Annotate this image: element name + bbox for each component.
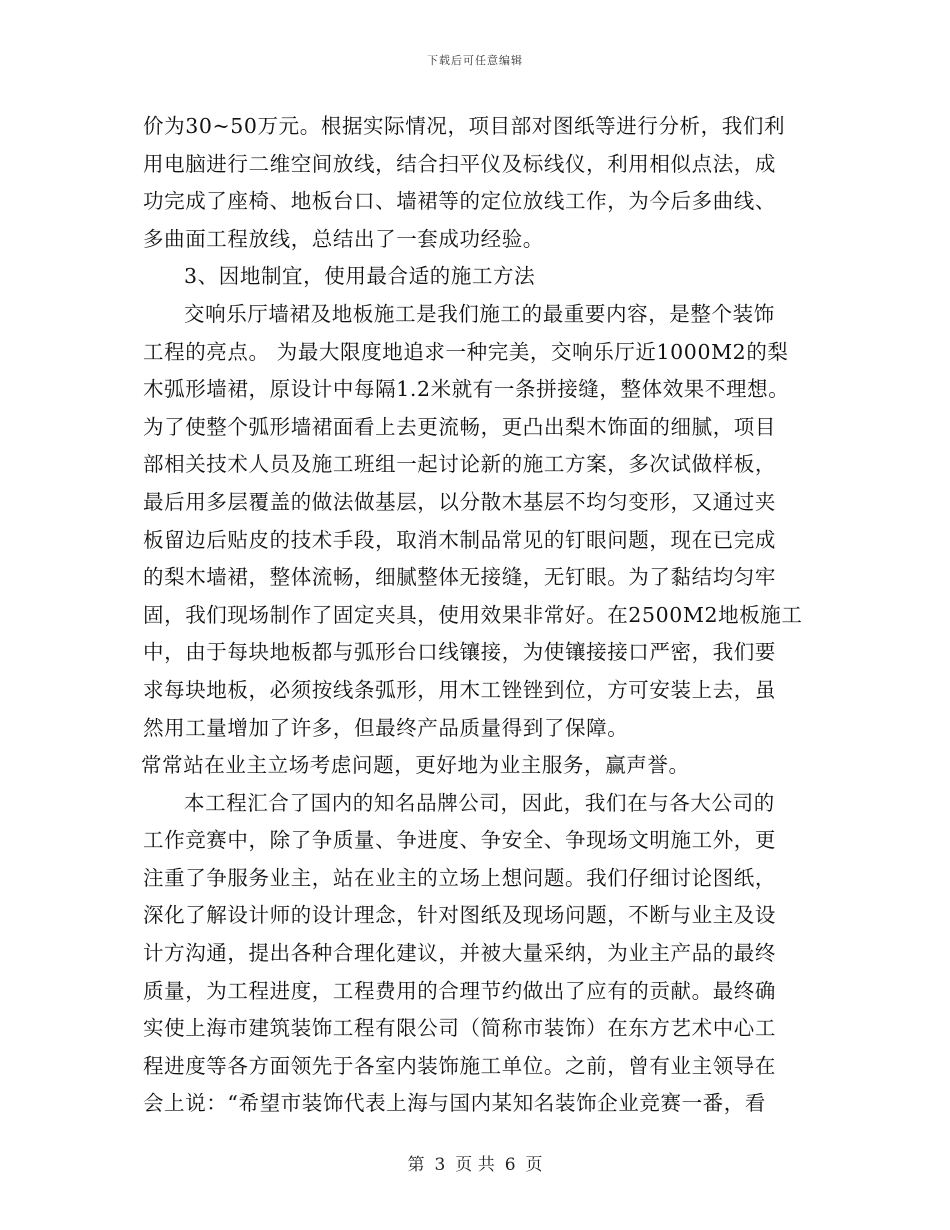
body-line: 求每块地板，必须按线条弧形，用木工锉锉到位，方可安装上去，虽 xyxy=(143,677,776,702)
body-line: 计方沟通，提出各种合理化建议，并被大量采纳，为业主产品的最终 xyxy=(143,941,776,966)
body-line: 用电脑进行二维空间放线，结合扫平仪及标线仪，利用相似点法，成 xyxy=(143,151,776,176)
body-line: 为了使整个弧形墙裙面看上去更流畅，更凸出梨木饰面的细腻，项目 xyxy=(143,414,776,439)
footer-page-number: 3 xyxy=(434,1155,446,1175)
footer-middle: 页 共 xyxy=(455,1155,495,1175)
body-line: 工作竞赛中，除了争质量、争进度、争安全、争现场文明施工外，更 xyxy=(143,828,776,853)
body-line: 的梨木墙裙，整体流畅，细腻整体无接缝，无钉眼。为了黏结均匀牢 xyxy=(143,565,776,590)
body-line: 3、因地制宜，使用最合适的施工方法 xyxy=(184,264,536,289)
body-line: 价为30~50万元。根据实际情况，项目部对图纸等进行分析，我们利 xyxy=(143,114,786,138)
page-header: 下载后可任意编辑 xyxy=(427,54,523,67)
body-line: 然用工量增加了许多，但最终产品质量得到了保障。 xyxy=(143,715,629,740)
body-line: 注重了争服务业主，站在业主的立场上想问题。我们仔细讨论图纸， xyxy=(143,865,776,890)
body-line: 最后用多层覆盖的做法做基层，以分散木基层不均匀变形，又通过夹 xyxy=(143,489,776,514)
body-line: 质量，为工程进度，工程费用的合理节约做出了应有的贡献。最终确 xyxy=(143,978,776,1003)
footer-prefix: 第 xyxy=(407,1155,425,1175)
footer-suffix: 页 xyxy=(525,1155,543,1175)
document-body xyxy=(143,108,811,1123)
body-line: 深化了解设计师的设计理念，针对图纸及现场问题，不断与业主及设 xyxy=(143,903,776,928)
body-line: 中，由于每块地板都与弧形台口线镶接，为使镶接接口严密，我们要 xyxy=(143,640,776,665)
body-line: 功完成了座椅、地板台口、墙裙等的定位放线工作，为今后多曲线、 xyxy=(143,189,776,214)
body-line: 固，我们现场制作了固定夹具，使用效果非常好。在2500M2地板施工 xyxy=(143,602,803,627)
body-line: 木弧形墙裙，原设计中每隔1.2米就有一条拼接缝，整体效果不理想。 xyxy=(143,377,790,402)
body-line: 交响乐厅墙裙及地板施工是我们施工的最重要内容，是整个装饰 xyxy=(184,301,775,326)
footer-total-pages: 6 xyxy=(504,1155,516,1175)
body-line: 常常站在业主立场考虑问题，更好地为业主服务，赢声誉。 xyxy=(141,753,690,778)
body-line: 会上说：“希望市装饰代表上海与国内某知名装饰企业竞赛一番，看 xyxy=(143,1091,766,1116)
body-line: 本工程汇合了国内的知名品牌公司，因此，我们在与各大公司的 xyxy=(184,790,775,815)
body-line: 部相关技术人员及施工班组一起讨论新的施工方案，多次试做样板， xyxy=(143,452,776,477)
body-line: 板留边后贴皮的技术手段，取消木制品常见的钉眼问题，现在已完成 xyxy=(143,527,776,552)
body-line: 实使上海市建筑装饰工程有限公司（简称市装饰）在东方艺术中心工 xyxy=(143,1016,776,1041)
page-footer xyxy=(0,1150,950,1175)
body-line: 程进度等各方面领先于各室内装饰施工单位。之前，曾有业主领导在 xyxy=(143,1053,776,1078)
body-line: 多曲面工程放线，总结出了一套成功经验。 xyxy=(143,226,544,251)
body-line: 工程的亮点。 为最大限度地追求一种完美，交响乐厅近1000M2的梨 xyxy=(143,339,789,364)
